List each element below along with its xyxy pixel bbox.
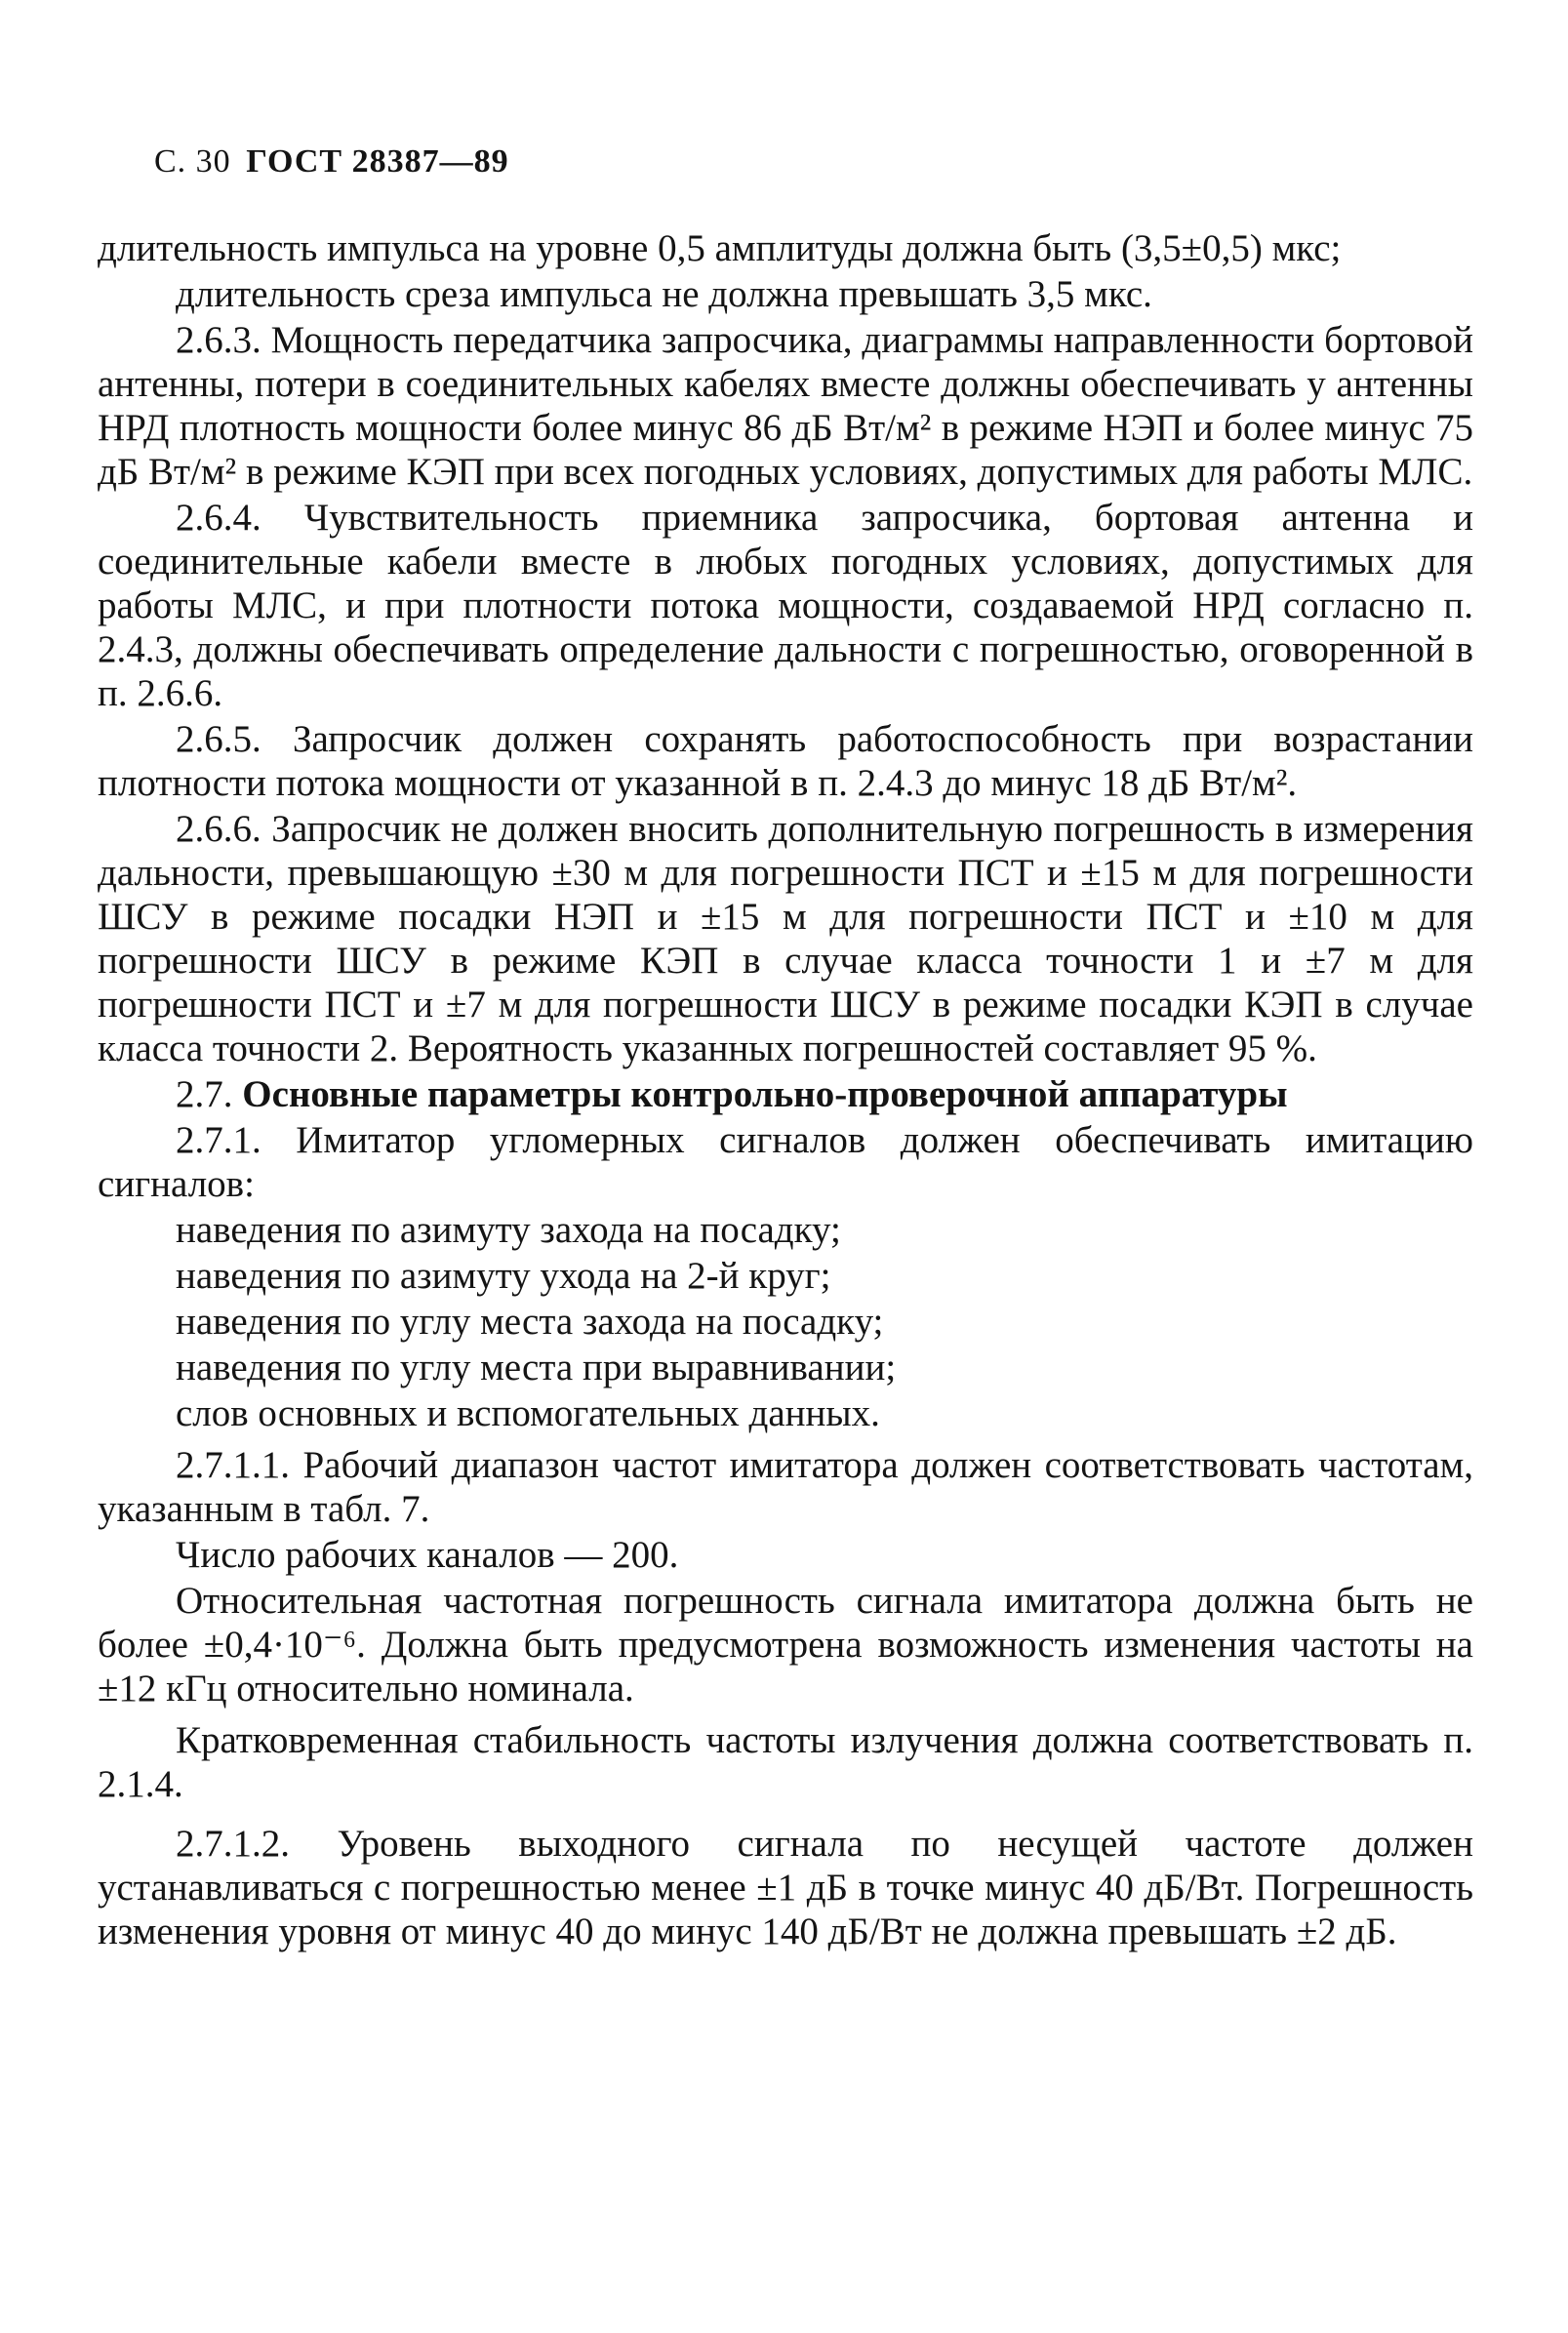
section-number: 2.7.	[176, 1073, 233, 1115]
paragraph-channels: Число рабочих каналов — 200.	[176, 1534, 679, 1576]
paragraph-2-6-3: 2.6.3. Мощность передатчика запросчика, диаграммы направленности бортовой антенны, потери в соединительных кабелях вместе должны обеспечивать у антенны НРД плотность мощности более минус 86 дБ Вт/м² в режиме НЭП и более минус 75 дБ Вт/м² в режиме КЭП при всех погодных условиях, допустимых для работы МЛС.	[98, 319, 1473, 493]
paragraph-pulse-duration: длительность импульса на уровне 0,5 амплитуды должна быть (3,5±0,5) мкс;	[98, 227, 1342, 269]
document-body	[98, 226, 1473, 1955]
list-item: наведения по углу места захода на посадку;	[176, 1301, 884, 1343]
page-header	[154, 142, 509, 181]
paragraph-pulse-fall: длительность среза импульса не должна превышать 3,5 мкс.	[176, 273, 1152, 315]
list-item: наведения по углу места при выравнивании;	[176, 1347, 897, 1388]
paragraph-2-7-1: 2.7.1. Имитатор угломерных сигналов должен обеспечивать имитацию сигналов:	[98, 1119, 1473, 1205]
section-heading-2-7	[98, 1072, 1473, 1116]
list-item: наведения по азимуту захода на посадку;	[176, 1209, 841, 1251]
paragraph-2-6-5: 2.6.5. Запросчик должен сохранять работоспособность при возрастании плотности потока мощности от указанной в п. 2.4.3 до минус 18 дБ Вт/м².	[98, 718, 1473, 804]
page-number: С. 30	[154, 143, 231, 180]
paragraph-stability: Кратковременная стабильность частоты излучения должна соответствовать п. 2.1.4.	[98, 1719, 1473, 1805]
paragraph-2-6-4: 2.6.4. Чувствительность приемника запросчика, бортовая антенна и соединительные кабели вместе в любых погодных условиях, допустимых для работы МЛС, и при плотности потока мощности, создаваемой НРД согласно п. 2.4.3, должны обеспечивать определение дальности с погрешностью, оговоренной в п. 2.6.6.	[98, 497, 1473, 714]
list-item: слов основных и вспомогательных данных.	[176, 1392, 880, 1434]
paragraph-2-6-6: 2.6.6. Запросчик не должен вносить дополнительную погрешность в измерения дальности, превышающую ±30 м для погрешности ПСТ и ±15 м для погрешности ШСУ в режиме посадки НЭП и ±15 м для погрешности ПСТ и ±10 м для погрешности ШСУ в режиме КЭП в случае класса точности 1 и ±7 м для погрешности ПСТ и ±7 м для погрешности ШСУ в режиме посадки КЭП в случае класса точности 2. Вероятность указанных погрешностей составляет 95 %.	[98, 808, 1473, 1069]
list-item: наведения по азимуту ухода на 2-й круг;	[176, 1255, 831, 1297]
paragraph-frequency-error: Относительная частотная погрешность сигнала имитатора должна быть не более ±0,4·10⁻⁶. Должна быть предусмотрена возможность изменения частоты на ±12 кГц относительно номинала.	[98, 1580, 1473, 1710]
paragraph-2-7-1-2: 2.7.1.2. Уровень выходного сигнала по несущей частоте должен устанавливаться с погрешностью менее ±1 дБ в точке минус 40 дБ/Вт. Погрешность изменения уровня от минус 40 до минус 140 дБ/Вт не должна превышать ±2 дБ.	[98, 1823, 1473, 1952]
section-title: Основные параметры контрольно-проверочной аппаратуры	[242, 1073, 1288, 1115]
paragraph-2-7-1-1: 2.7.1.1. Рабочий диапазон частот имитатора должен соответствовать частотам, указанным в табл. 7.	[98, 1444, 1473, 1530]
standard-designation: ГОСТ 28387—89	[246, 143, 509, 180]
